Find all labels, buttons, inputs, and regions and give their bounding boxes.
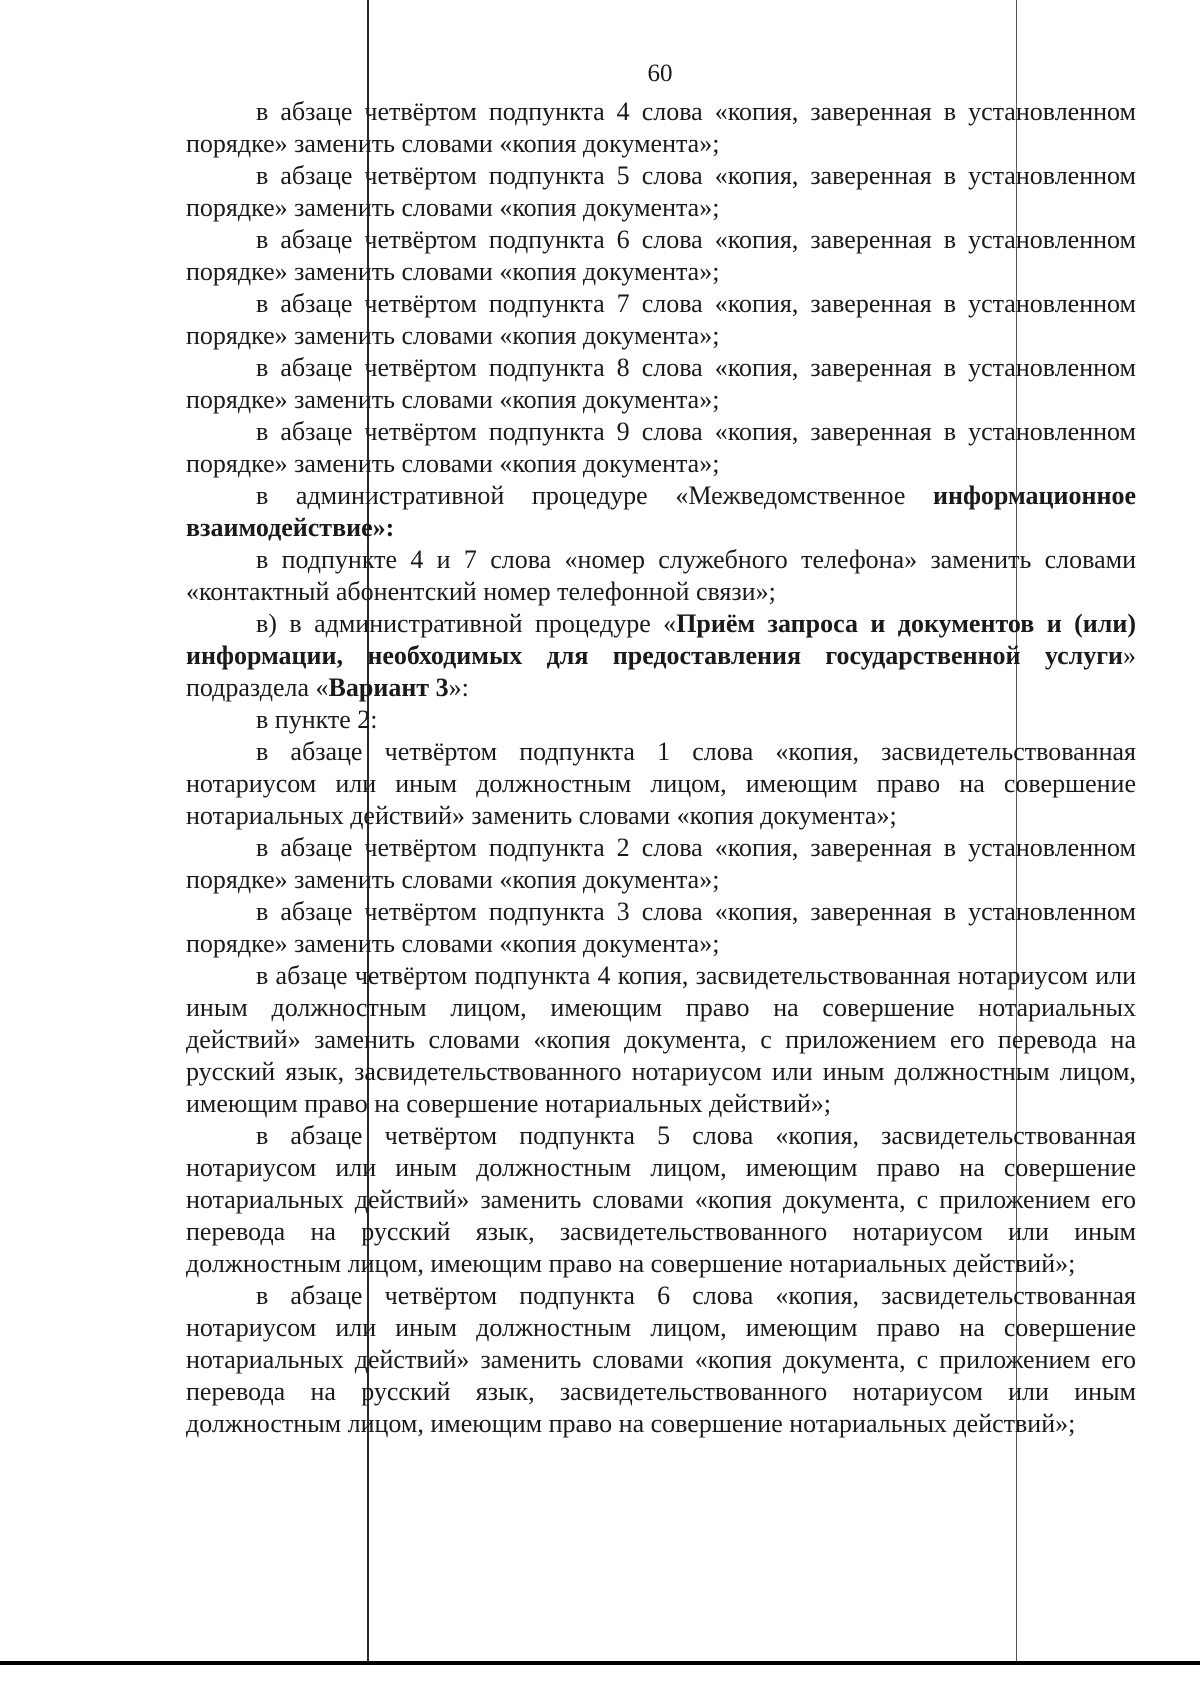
admin-procedure-bold: информационное взаимодействие»:: [186, 481, 1136, 542]
scan-bottom-edge: [0, 1661, 1200, 1697]
section-v-middle: » подраздела «: [186, 641, 1136, 702]
paragraph: в абзаце четвёртом подпункта 9 слова «копия, заверенная в установленном порядке» заменить словами «копия документа»;: [186, 417, 1136, 478]
point-2-paragraph: в пункте 2:: [256, 705, 378, 734]
section-v-bold-title: Приём запроса и документов и (или) информации, необходимых для предоставления государственной услуги: [186, 609, 1136, 670]
paragraph: в абзаце четвёртом подпункта 4 копия, засвидетельствованная нотариусом или иным должностным лицом, имеющим право на совершение нотариальных действий» заменить словами «копия документа, с приложением его перевода на русский язык, засвидетельствованного нотариусом или иным должностным лицом, имеющим право на совершение нотариальных действий»;: [186, 961, 1136, 1118]
paragraph: в абзаце четвёртом подпункта 4 слова «копия, заверенная в установленном порядке» заменить словами «копия документа»;: [186, 97, 1136, 158]
paragraph: в абзаце четвёртом подпункта 1 слова «копия, засвидетельствованная нотариусом или иным должностным лицом, имеющим право на совершение нотариальных действий» заменить словами «копия документа»;: [186, 737, 1136, 830]
paragraph: в абзаце четвёртом подпункта 5 слова «копия, засвидетельствованная нотариусом или иным должностным лицом, имеющим право на совершение нотариальных действий» заменить словами «копия документа, с приложением его перевода на русский язык, засвидетельствованного нотариусом или иным должностным лицом, имеющим право на совершение нотариальных действий»;: [186, 1121, 1136, 1278]
paragraph: в абзаце четвёртом подпункта 6 слова «копия, засвидетельствованная нотариусом или иным должностным лицом, имеющим право на совершение нотариальных действий» заменить словами «копия документа, с приложением его перевода на русский язык, засвидетельствованного нотариусом или иным должностным лицом, имеющим право на совершение нотариальных действий»;: [186, 1281, 1136, 1438]
admin-procedure-lead: в административной процедуре «Межведомственное: [256, 481, 933, 510]
section-v-lead: в) в административной процедуре «: [256, 609, 677, 638]
paragraph: в абзаце четвёртом подпункта 2 слова «копия, заверенная в установленном порядке» заменить словами «копия документа»;: [186, 833, 1136, 894]
paragraph: в абзаце четвёртом подпункта 3 слова «копия, заверенная в установленном порядке» заменить словами «копия документа»;: [186, 897, 1136, 958]
section-v-end: »:: [448, 673, 469, 702]
paragraph: в абзаце четвёртом подпункта 5 слова «копия, заверенная в установленном порядке» заменить словами «копия документа»;: [186, 161, 1136, 222]
admin-procedure-paragraph: [186, 480, 1136, 544]
paragraph: в абзаце четвёртом подпункта 6 слова «копия, заверенная в установленном порядке» заменить словами «копия документа»;: [186, 225, 1136, 286]
page-number: 60: [647, 60, 673, 87]
document-body: [186, 96, 1136, 1440]
subpoints-paragraph: в подпункте 4 и 7 слова «номер служебного телефона» заменить словами «контактный абонентский номер телефонной связи»;: [186, 545, 1136, 606]
paragraph: в абзаце четвёртом подпункта 8 слова «копия, заверенная в установленном порядке» заменить словами «копия документа»;: [186, 353, 1136, 414]
paragraph: в абзаце четвёртом подпункта 7 слова «копия, заверенная в установленном порядке» заменить словами «копия документа»;: [186, 289, 1136, 350]
section-v-paragraph: [186, 608, 1136, 704]
section-v-variant: Вариант 3: [328, 673, 449, 702]
